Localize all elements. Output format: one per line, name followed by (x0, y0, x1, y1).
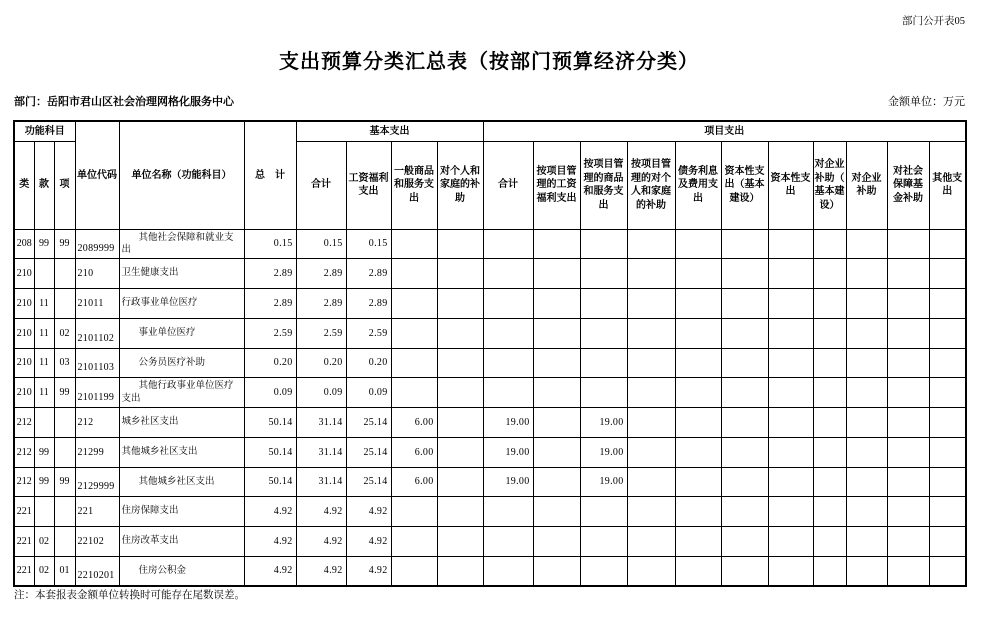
cell-section-code (34, 259, 54, 289)
cell-amount (721, 527, 768, 557)
cell-amount (627, 289, 675, 319)
cell-item-code: 02 (54, 318, 75, 348)
cell-amount (846, 467, 887, 497)
cell-amount: 0.20 (346, 348, 391, 378)
cell-amount: 0.15 (296, 229, 346, 259)
cell-amount (929, 437, 966, 467)
cell-amount (627, 408, 675, 438)
cell-unit-code: 221 (75, 497, 119, 527)
cell-amount: 50.14 (244, 467, 296, 497)
cell-amount (887, 437, 929, 467)
cell-amount: 6.00 (391, 467, 437, 497)
cell-amount (437, 527, 483, 557)
cell-amount: 6.00 (391, 408, 437, 438)
cell-amount (437, 378, 483, 408)
cell-amount: 2.59 (296, 318, 346, 348)
cell-amount: 19.00 (580, 467, 627, 497)
cell-amount (627, 497, 675, 527)
cell-amount (846, 348, 887, 378)
cell-unit-code: 2101102 (75, 318, 119, 348)
cell-amount (768, 289, 813, 319)
cell-amount: 0.09 (244, 378, 296, 408)
cell-class-code: 221 (14, 556, 34, 586)
table-row (14, 437, 966, 467)
cell-amount (533, 556, 580, 586)
cell-unit-name: 住房改革支出 (119, 527, 244, 557)
cell-amount (813, 556, 846, 586)
cell-amount (846, 497, 887, 527)
cell-amount (533, 437, 580, 467)
header-unit-code: 单位代码 (75, 121, 119, 229)
cell-amount: 31.14 (296, 408, 346, 438)
cell-amount (437, 437, 483, 467)
header-social-security: 对社会保障基金补助 (887, 141, 929, 229)
cell-unit-name: 公务员医疗补助 (119, 348, 244, 378)
cell-amount (813, 527, 846, 557)
cell-amount (846, 437, 887, 467)
cell-amount (887, 229, 929, 259)
cell-amount (721, 467, 768, 497)
header-unit-name: 单位名称（功能科目） (119, 121, 244, 229)
cell-unit-name: 住房保障支出 (119, 497, 244, 527)
cell-section-code: 11 (34, 289, 54, 319)
cell-unit-name: 其他城乡社区支出 (119, 437, 244, 467)
cell-amount: 31.14 (296, 467, 346, 497)
cell-amount (533, 229, 580, 259)
cell-unit-code: 2129999 (75, 467, 119, 497)
cell-amount (675, 259, 721, 289)
cell-amount (580, 497, 627, 527)
cell-unit-name: 住房公积金 (119, 556, 244, 586)
cell-class-code: 210 (14, 378, 34, 408)
cell-amount (675, 289, 721, 319)
cell-amount: 50.14 (244, 408, 296, 438)
table-row (14, 348, 966, 378)
cell-amount (483, 289, 533, 319)
cell-amount: 0.15 (244, 229, 296, 259)
cell-amount (580, 556, 627, 586)
cell-amount (437, 229, 483, 259)
cell-section-code: 99 (34, 229, 54, 259)
cell-amount (721, 556, 768, 586)
table-body (14, 229, 966, 586)
cell-amount (721, 437, 768, 467)
cell-unit-code: 21011 (75, 289, 119, 319)
cell-amount (887, 348, 929, 378)
cell-amount (813, 259, 846, 289)
cell-class-code: 221 (14, 527, 34, 557)
cell-amount (887, 378, 929, 408)
cell-amount: 19.00 (483, 467, 533, 497)
cell-amount (929, 408, 966, 438)
cell-amount (929, 527, 966, 557)
cell-amount (813, 318, 846, 348)
cell-amount (675, 497, 721, 527)
cell-amount (437, 467, 483, 497)
cell-item-code: 01 (54, 556, 75, 586)
cell-amount (533, 259, 580, 289)
cell-amount (580, 318, 627, 348)
cell-amount (887, 467, 929, 497)
header-item: 项 (54, 141, 75, 229)
cell-amount (627, 378, 675, 408)
cell-amount (437, 556, 483, 586)
cell-amount: 4.92 (346, 527, 391, 557)
header-class: 类 (14, 141, 34, 229)
footnote: 注：本套报表金额单位转换时可能存在尾数误差。 (14, 590, 245, 601)
cell-class-code: 212 (14, 408, 34, 438)
cell-amount (483, 527, 533, 557)
department-label: 部门：岳阳市君山区社会治理网格化服务中心 (14, 96, 234, 108)
cell-amount (627, 527, 675, 557)
cell-amount (483, 378, 533, 408)
table-row (14, 259, 966, 289)
cell-amount (721, 229, 768, 259)
cell-amount: 2.59 (346, 318, 391, 348)
cell-amount (846, 289, 887, 319)
cell-amount: 4.92 (296, 556, 346, 586)
cell-amount (887, 556, 929, 586)
meta-row (13, 93, 965, 108)
cell-amount (846, 408, 887, 438)
cell-amount (768, 556, 813, 586)
cell-amount (929, 318, 966, 348)
cell-amount (533, 408, 580, 438)
cell-section-code: 99 (34, 437, 54, 467)
cell-item-code: 03 (54, 348, 75, 378)
cell-amount: 4.92 (244, 497, 296, 527)
cell-amount: 0.09 (346, 378, 391, 408)
cell-amount: 0.20 (244, 348, 296, 378)
header-project-salary: 按项目管理的工资福利支出 (533, 141, 580, 229)
cell-amount (580, 259, 627, 289)
cell-amount (887, 527, 929, 557)
cell-unit-name: 其他社会保障和就业支出 (119, 229, 244, 259)
cell-amount: 19.00 (483, 408, 533, 438)
cell-class-code: 210 (14, 259, 34, 289)
doc-code: 部门公开表05 (902, 16, 965, 27)
cell-amount (721, 348, 768, 378)
cell-unit-code: 21299 (75, 437, 119, 467)
header-basic-subtotal: 合计 (296, 141, 346, 229)
cell-amount (483, 259, 533, 289)
cell-amount: 4.92 (296, 527, 346, 557)
cell-amount (437, 318, 483, 348)
cell-amount (887, 289, 929, 319)
cell-amount (391, 259, 437, 289)
cell-amount: 2.89 (346, 259, 391, 289)
cell-amount (533, 527, 580, 557)
cell-unit-name: 城乡社区支出 (119, 408, 244, 438)
cell-amount (846, 229, 887, 259)
table-row (14, 467, 966, 497)
cell-class-code: 208 (14, 229, 34, 259)
table-row (14, 497, 966, 527)
cell-unit-code: 210 (75, 259, 119, 289)
cell-section-code: 99 (34, 467, 54, 497)
cell-class-code: 210 (14, 318, 34, 348)
cell-amount (437, 259, 483, 289)
cell-amount: 19.00 (580, 437, 627, 467)
cell-amount: 2.59 (244, 318, 296, 348)
cell-class-code: 212 (14, 437, 34, 467)
header-func-group: 功能科目 (14, 121, 75, 141)
cell-amount: 4.92 (346, 556, 391, 586)
cell-amount (813, 289, 846, 319)
cell-unit-code: 2101199 (75, 378, 119, 408)
cell-unit-name: 事业单位医疗 (119, 318, 244, 348)
cell-amount (483, 497, 533, 527)
cell-amount (768, 318, 813, 348)
cell-unit-name: 卫生健康支出 (119, 259, 244, 289)
cell-amount: 25.14 (346, 467, 391, 497)
cell-item-code: 99 (54, 378, 75, 408)
cell-amount: 2.89 (244, 259, 296, 289)
cell-amount (675, 437, 721, 467)
header-basic-group: 基本支出 (296, 121, 483, 141)
cell-amount (580, 527, 627, 557)
cell-amount (533, 467, 580, 497)
cell-amount (813, 378, 846, 408)
cell-amount (437, 289, 483, 319)
cell-amount (391, 348, 437, 378)
cell-amount (627, 467, 675, 497)
cell-item-code: 99 (54, 229, 75, 259)
cell-amount (846, 527, 887, 557)
cell-amount (846, 556, 887, 586)
cell-amount (768, 378, 813, 408)
cell-amount (768, 437, 813, 467)
cell-amount: 19.00 (580, 408, 627, 438)
cell-amount (887, 408, 929, 438)
header-enterprise: 对企业补助 (846, 141, 887, 229)
cell-section-code: 11 (34, 378, 54, 408)
cell-unit-code: 2210201 (75, 556, 119, 586)
cell-amount (675, 408, 721, 438)
cell-amount: 2.89 (296, 289, 346, 319)
cell-amount (437, 348, 483, 378)
header-project-group: 项目支出 (483, 121, 966, 141)
cell-amount (887, 259, 929, 289)
cell-unit-name: 行政事业单位医疗 (119, 289, 244, 319)
cell-amount (627, 348, 675, 378)
cell-unit-name: 其他城乡社区支出 (119, 467, 244, 497)
cell-amount (483, 556, 533, 586)
header-other: 其他支出 (929, 141, 966, 229)
cell-amount (675, 527, 721, 557)
header-basic-goods: 一般商品和服务支出 (391, 141, 437, 229)
cell-amount (391, 378, 437, 408)
cell-amount (533, 289, 580, 319)
cell-amount (721, 497, 768, 527)
cell-amount (675, 378, 721, 408)
cell-amount (768, 229, 813, 259)
cell-section-code: 02 (34, 556, 54, 586)
header-capital: 资本性支出 (768, 141, 813, 229)
cell-class-code: 210 (14, 348, 34, 378)
cell-amount: 19.00 (483, 437, 533, 467)
budget-table (13, 120, 967, 587)
header-debt-interest: 债务利息及费用支出 (675, 141, 721, 229)
cell-item-code (54, 408, 75, 438)
cell-amount: 0.20 (296, 348, 346, 378)
cell-amount (813, 437, 846, 467)
cell-unit-name: 其他行政事业单位医疗支出 (119, 378, 244, 408)
cell-section-code: 11 (34, 348, 54, 378)
cell-amount (929, 348, 966, 378)
cell-amount (887, 318, 929, 348)
table-row (14, 229, 966, 259)
cell-section-code (34, 497, 54, 527)
cell-amount (437, 408, 483, 438)
cell-amount (813, 408, 846, 438)
cell-unit-code: 212 (75, 408, 119, 438)
cell-item-code (54, 259, 75, 289)
cell-amount: 4.92 (244, 527, 296, 557)
cell-amount (580, 378, 627, 408)
cell-section-code (34, 408, 54, 438)
cell-amount: 31.14 (296, 437, 346, 467)
cell-amount (391, 318, 437, 348)
cell-item-code (54, 527, 75, 557)
table-header (14, 121, 966, 229)
cell-amount (675, 318, 721, 348)
cell-amount (721, 289, 768, 319)
cell-amount (929, 497, 966, 527)
cell-amount (580, 348, 627, 378)
cell-amount (675, 229, 721, 259)
cell-amount (627, 318, 675, 348)
cell-amount (391, 229, 437, 259)
cell-amount (813, 497, 846, 527)
cell-amount (675, 467, 721, 497)
cell-amount (627, 556, 675, 586)
cell-amount: 4.92 (346, 497, 391, 527)
cell-amount (846, 318, 887, 348)
cell-amount (627, 437, 675, 467)
cell-amount (391, 556, 437, 586)
cell-amount (483, 229, 533, 259)
cell-amount (533, 497, 580, 527)
cell-section-code: 02 (34, 527, 54, 557)
cell-amount (768, 497, 813, 527)
cell-amount (929, 289, 966, 319)
cell-section-code: 11 (34, 318, 54, 348)
cell-amount (580, 229, 627, 259)
cell-amount (846, 259, 887, 289)
cell-amount (483, 348, 533, 378)
cell-amount (846, 378, 887, 408)
cell-amount (768, 408, 813, 438)
cell-amount (533, 318, 580, 348)
header-project-personal: 按项目管理的对个人和家庭的补助 (627, 141, 675, 229)
cell-amount (675, 348, 721, 378)
header-basic-salary: 工资福利支出 (346, 141, 391, 229)
cell-amount (813, 348, 846, 378)
cell-amount: 2.89 (296, 259, 346, 289)
cell-amount (533, 378, 580, 408)
cell-amount (768, 348, 813, 378)
cell-item-code (54, 497, 75, 527)
cell-amount (929, 556, 966, 586)
cell-amount (887, 497, 929, 527)
cell-amount: 6.00 (391, 437, 437, 467)
cell-amount (391, 527, 437, 557)
cell-amount: 50.14 (244, 437, 296, 467)
cell-amount (768, 467, 813, 497)
cell-amount (721, 378, 768, 408)
table-row (14, 556, 966, 586)
cell-amount (813, 467, 846, 497)
cell-amount (675, 556, 721, 586)
header-enterprise-construction: 对企业补助（基本建设） (813, 141, 846, 229)
cell-amount (627, 229, 675, 259)
table-row (14, 408, 966, 438)
cell-amount (768, 259, 813, 289)
header-capital-construction: 资本性支出（基本建设） (721, 141, 768, 229)
cell-amount (813, 229, 846, 259)
cell-amount (533, 348, 580, 378)
cell-amount (929, 467, 966, 497)
cell-amount: 0.15 (346, 229, 391, 259)
header-total: 总 计 (244, 121, 296, 229)
table-row (14, 289, 966, 319)
table-row (14, 527, 966, 557)
cell-amount: 2.89 (244, 289, 296, 319)
cell-unit-code: 22102 (75, 527, 119, 557)
header-project-goods: 按项目管理的商品和服务支出 (580, 141, 627, 229)
header-basic-personal: 对个人和家庭的补助 (437, 141, 483, 229)
cell-amount: 4.92 (244, 556, 296, 586)
cell-item-code (54, 437, 75, 467)
cell-unit-code: 2101103 (75, 348, 119, 378)
header-project-subtotal: 合计 (483, 141, 533, 229)
table-row (14, 318, 966, 348)
table-row (14, 378, 966, 408)
cell-amount (721, 259, 768, 289)
page-title: 支出预算分类汇总表（按部门预算经济分类） (279, 51, 699, 73)
cell-amount (391, 497, 437, 527)
cell-amount (721, 318, 768, 348)
header-section: 款 (34, 141, 54, 229)
header-group-row (14, 121, 966, 141)
cell-amount (483, 318, 533, 348)
cell-amount (437, 497, 483, 527)
cell-amount: 25.14 (346, 437, 391, 467)
cell-amount (627, 259, 675, 289)
cell-class-code: 221 (14, 497, 34, 527)
cell-amount (929, 378, 966, 408)
cell-amount (721, 408, 768, 438)
cell-amount (768, 527, 813, 557)
cell-amount (391, 289, 437, 319)
cell-item-code (54, 289, 75, 319)
cell-amount: 2.89 (346, 289, 391, 319)
amount-unit-label: 金额单位：万元 (888, 96, 965, 108)
cell-item-code: 99 (54, 467, 75, 497)
cell-amount (929, 229, 966, 259)
cell-amount (929, 259, 966, 289)
cell-unit-code: 2089999 (75, 229, 119, 259)
cell-class-code: 212 (14, 467, 34, 497)
cell-amount: 4.92 (296, 497, 346, 527)
cell-class-code: 210 (14, 289, 34, 319)
cell-amount (580, 289, 627, 319)
cell-amount: 0.09 (296, 378, 346, 408)
cell-amount: 25.14 (346, 408, 391, 438)
